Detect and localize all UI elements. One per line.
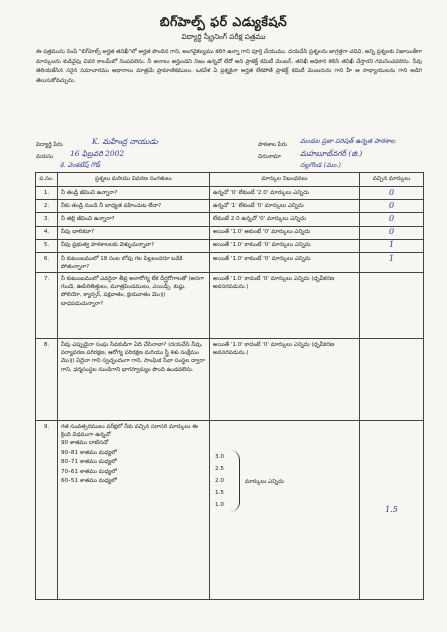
intro-paragraph: ఈ పత్రమును నింపే "బిగ్‌హెల్ప్ అర్హత తనిఖీ"లో అర్హత పొందిన గాని, అంగవైకల్యము కలిగి ఉన్నా గాని పూర్తి చేయుము. దయచేసి ప్రశ్నలను జాగ్రత్తగా చదివి, అన్ని ప్రశ్నలకు నిజాయితీగా మార్కులను కుడివైపు చివరి కాలమ్‌లో నింపవలెను. నీ అనాలు అర్హుండని నిజం ఉన్నవో లేదో అని ప్రాజెక్ట్ కమిటీ మెంబర్, తనిఖీ అధికారి కలిసి తనిఖీ చేస్తారని గమనించవలెను. నీవు తెలియజేసిన సరైన సమాచారము ఆధారాలు మాత్రమే ప్రామాణికములు. ఒకవేళ ఏ ప్రశ్నకైనా అర్హత లేకపోతే ప్రాజెక్ట్ కమిటీ మెంబరును గాని హీ ఆ సాధ్యాయులను గాని అడిగి తెలుసుకోవచ్చును.: [36, 49, 422, 84]
row-number: 3.: [36, 213, 58, 226]
row-number: 6.: [36, 253, 58, 273]
row-mark: 0: [388, 213, 395, 223]
brace-bracket: [229, 450, 240, 512]
grade-scale-value: 3.0: [215, 453, 224, 460]
row-mark: 1: [388, 253, 395, 263]
col-header-rule: మార్కుల నిబంధనలు: [210, 173, 360, 187]
row-question: నీవు ఎప్పుడైనా సంఘ సేవకుడిగా ఏది చేసినావా? (దయచేసి నీవు, పర్యావరణ పరిరక్షణ, ఆరోగ్య పరిరక్షణ మరియు స్త్రీ శిశు సంక్షేమం మొ॥) ఏదైనా గాని స్వచ్ఛందంగా గాని, సాంఘిక సేవా సంస్థల ద్వారా గాని, ధర్మసంస్థల నుండిగాని భాగస్వామ్యం పొంది ఉండవలెను.: [58, 339, 210, 421]
row-number: 9.: [36, 421, 58, 600]
address-value: మహబూబ్‌నగర్ (జి.): [300, 149, 363, 158]
grade-mark: 1.5: [385, 504, 398, 514]
table-row: [36, 273, 424, 339]
grade-rule-block: [213, 423, 356, 527]
row-mark: 1: [388, 240, 395, 250]
col-header-no: ప.సం.: [36, 173, 58, 187]
row-rule: ఉన్నచో '1' లేకుంటే '0' మార్కులు ఎన్నిదు: [210, 200, 360, 213]
row-question: నీవు బాలికవా?: [58, 226, 210, 239]
col-header-marks: వచ్చిన మార్కులు: [360, 173, 424, 187]
row-mark: 0: [388, 187, 395, 197]
grade-scale-value: 2.0: [215, 477, 224, 484]
row-number: 4.: [36, 226, 58, 239]
row-number: 8.: [36, 339, 58, 421]
table-row: [36, 187, 424, 200]
grade-band: 90–81 శాతము మధ్యలో: [61, 449, 117, 456]
row-question: నీ తల్లి జీవించి ఉన్నారా?: [58, 213, 210, 226]
row-rule: అయితే '1.0' కాదంటే '0' మార్కులు ఎన్నిదు (ధృవీకరణ అవసరపడును.): [210, 273, 360, 339]
row-rule: అయితే '1.0' కాకుంటే '0' మార్కులు ఎన్నిదు: [210, 239, 360, 252]
grade-band: 80–71 శాతము మధ్యలో: [61, 459, 117, 466]
col-header-question: ప్రశ్నలు మరియు వివరణ సంగతులు: [58, 173, 210, 187]
row-mark: 0: [388, 200, 395, 210]
screening-table: [35, 172, 424, 600]
school-name-label: పాఠశాల పేరు: [258, 142, 287, 148]
document-subtitle: విద్యార్థి స్క్రీనింగ్ పరీక్ష పత్రము: [181, 32, 266, 41]
row-number: 7.: [36, 273, 58, 339]
table-row: [36, 200, 424, 213]
row-rule: ఉన్నచో '0' లేకుంటే '2.0' మార్కులు ఎన్నిదు: [210, 187, 360, 200]
table-row: [36, 213, 424, 226]
grade-scale-value: 2.5: [215, 465, 224, 472]
grade-scale-value: 1.0: [215, 501, 224, 508]
table-row-grades: [36, 421, 424, 600]
row-question: నీ కుటుంబములో 18 సంల లోపు గల పిల్లలందరూ బడికి పోతున్నారా?: [58, 253, 210, 273]
row-mark: 0: [388, 227, 395, 237]
third-line-right: నల్లగొండ (మం.): [300, 161, 341, 169]
grade-rule-text: మార్కులు ఎన్నిదు: [245, 478, 284, 485]
third-line-left: కె. వెంకటేష్ గౌడ్: [60, 161, 101, 169]
grade-band-list: [61, 439, 206, 486]
grade-scale-value: 1.5: [215, 489, 224, 496]
dob-value: 16 ఫిబ్రవరి 2002: [70, 149, 125, 158]
row-rule: అయితే '1.0' అకుంటే '0' మార్కులు ఎన్నిదు: [210, 226, 360, 239]
row-question: నీకు తండ్రి నుండి నీ బాధ్యత వహించుట లేదా?: [58, 200, 210, 213]
student-name-value: K. మహేంద్ర నాయుడు: [92, 137, 158, 146]
grade-band: 90 శాతము దాటినచో: [61, 440, 109, 447]
row-number: 1.: [36, 187, 58, 200]
document-title: బిగ్‌హెల్ప్ ఫర్ ఎడ్యుకేషన్: [159, 14, 288, 29]
grade-scale: [215, 451, 224, 511]
row-question: నీ కుటుంబములో ఎవరైనా తీవ్ర అనారోగ్య లేక దీర్ఘరోగాలతో (అనగా గుండె, ఊపిరితిత్తులు, మూత్రపిండములు, ఎయిడ్స్, కుష్ఠు, పోలియో, క్యాన్సర్, పక్షవాతం, క్షయవాతం మొ॥) బాధపడుచున్నారా?: [58, 273, 210, 339]
dob-label: వయసు: [36, 154, 54, 160]
school-name-value: మండల ప్రజా పరిషత్ ఉన్నత పాఠశాల: [300, 137, 396, 145]
student-name-label: విద్యార్థి పేరు: [36, 142, 63, 148]
row-number: 2.: [36, 200, 58, 213]
grade-band: 60–51 శాతము మధ్యలో: [61, 477, 117, 484]
address-label: చిరునామా: [258, 154, 281, 160]
grade-question-intro: గత సంవత్సరములు పరీక్షలో నీకు వచ్చిన సరాసరి మార్కులు ఈ క్రింది విధముగా ఉన్నచో: [61, 423, 198, 439]
row-question: నీ తండ్రి జీవించి ఉన్నారా?: [58, 187, 210, 200]
table-row: [36, 339, 424, 421]
grade-band: 70–61 శాతము మధ్యలో: [61, 468, 117, 475]
row-rule: అయితే '1.0' కాదంటే '0' మార్కులు ఎన్నిదు (ధృవీకరణ అవసరపడును.): [210, 339, 360, 421]
row-number: 5.: [36, 239, 58, 252]
row-rule: లేకుంటే 2.0 ఉన్నచో '0' మార్కులు ఎన్నిదు: [210, 213, 360, 226]
table-row: [36, 226, 424, 239]
table-row: [36, 253, 424, 273]
row-question: నీవు ప్రభుత్వ పాఠశాలలకు వెళ్ళుచున్నావా?: [58, 239, 210, 252]
table-row: [36, 239, 424, 252]
row-rule: అయితే '1.0' కాకుంటే '0' మార్కులు ఎన్నిదు: [210, 253, 360, 273]
